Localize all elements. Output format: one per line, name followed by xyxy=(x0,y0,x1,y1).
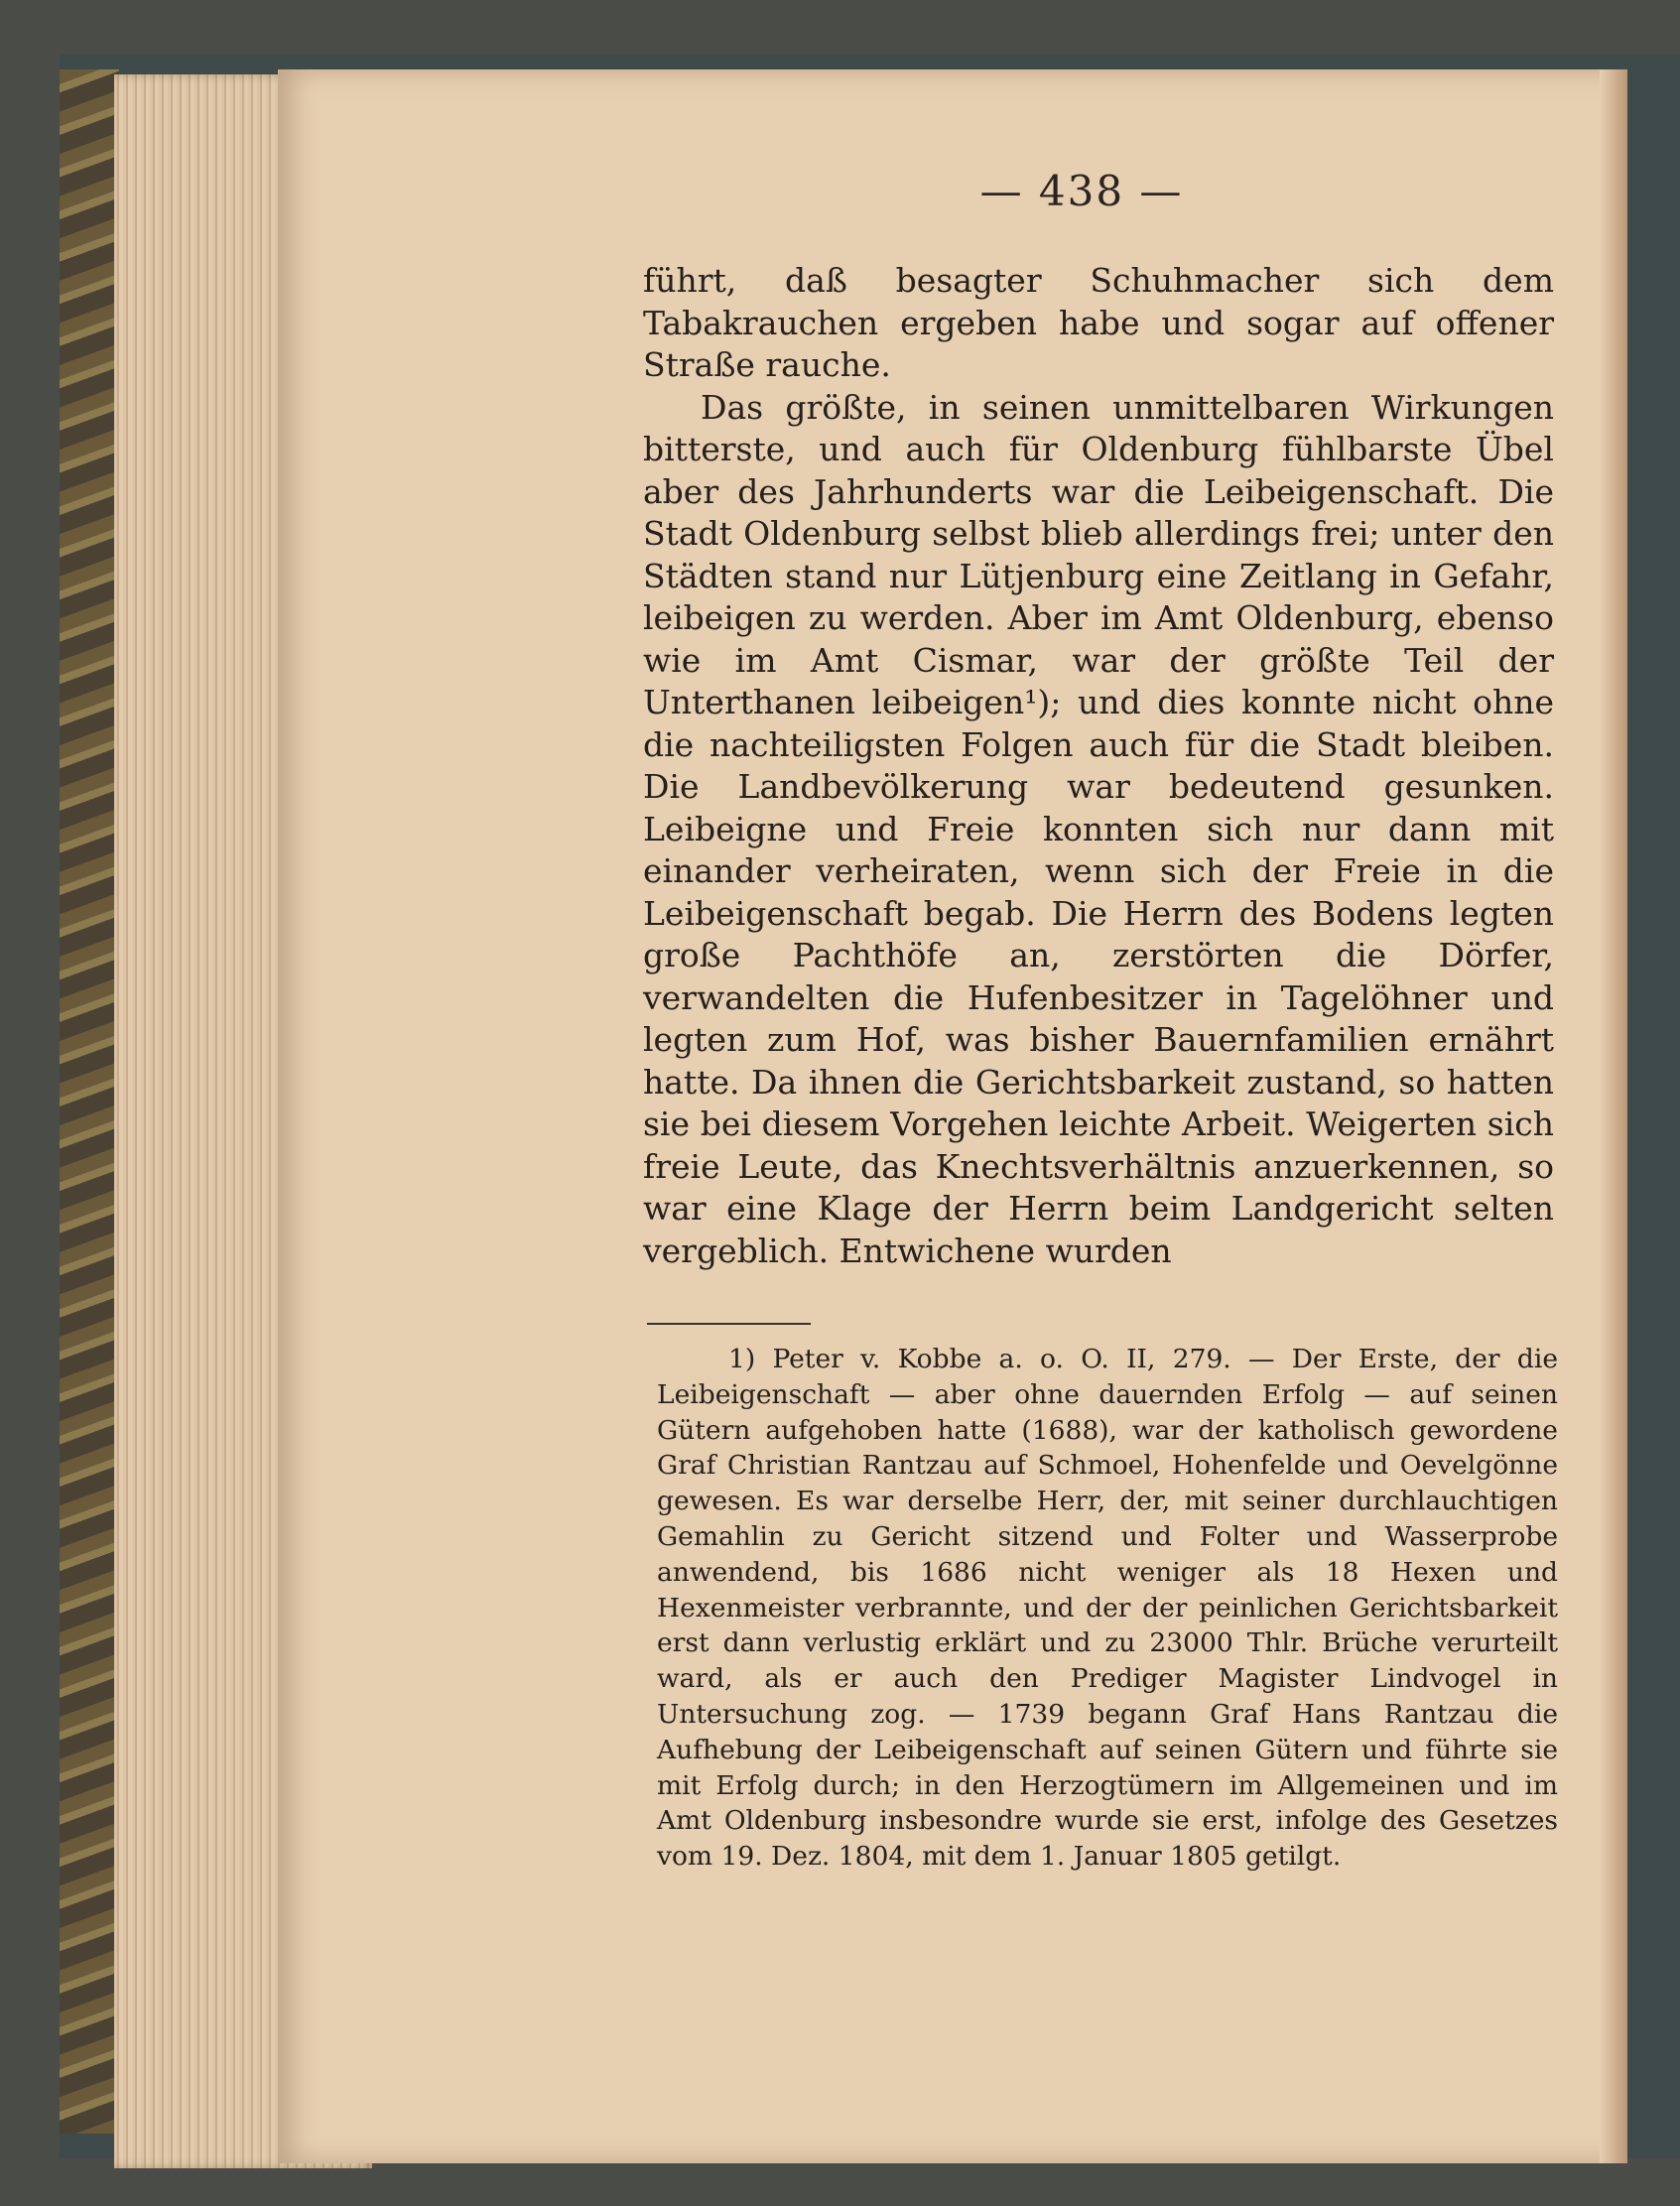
page-gutter xyxy=(1600,69,1627,2163)
page-number: — 438 — xyxy=(979,167,1184,215)
marbled-edge xyxy=(60,69,119,2134)
footnote-text: 1) Peter v. Kobbe a. o. O. II, 279. — Der Erste, der die Leibeigenschaft — aber ohne dauernden Erfolg — auf seinen Gütern aufgehoben hatte (1688), war der katholisch gewordene Graf Christian Rantzau auf Schmoel, Hohenfelde und Oevelgönne gewesen. Es war derselbe Herr, der, mit seiner durchlauchtigen Gemahlin zu Gericht sitzend und Folter und Wasserprobe anwendend, bis 1686 nicht weniger als 18 Hexen und Hexenmeister verbrannte, und der der peinlichen Gerichtsbarkeit erst dann verlustig erklärt und zu 23000 Thlr. Brüche verurteilt ward, als er auch den Prediger Magister Lindvogel in Untersuchung zog. — 1739 begann Graf Hans Rantzau die Aufhebung der Leibeigenschaft auf seinen Gütern und führte sie mit Erfolg durch; in den Herzogtümern im Allgemeinen und im Amt Oldenburg insbesondre wurde sie erst, infolge des Gesetzes vom 19. Dez. 1804, mit dem 1. Januar 1805 getilgt. xyxy=(657,1344,1558,1873)
paragraph: führt, daß besagter Schuhmacher sich dem Tabakrauchen ergeben habe und sogar auf offener Straße rauche. xyxy=(643,261,1554,384)
footnote xyxy=(657,1342,1558,1875)
footnote-rule xyxy=(647,1323,811,1325)
main-text xyxy=(643,260,1554,1272)
paragraph: Das größte, in seinen unmittelbaren Wirkungen bitterste, und auch für Oldenburg fühlbarste Übel aber des Jahrhunderts war die Leibeigenschaft. Die Stadt Oldenburg selbst blieb allerdings frei; unter den Städten stand nur Lütjenburg eine Zeitlang in Gefahr, leibeigen zu werden. Aber im Amt Oldenburg, ebenso wie im Amt Cismar, war der größte Teil der Unterthanen leibeigen¹); und dies konnte nicht ohne die nachteiligsten Folgen auch für die Stadt bleiben. Die Landbevölkerung war bedeutend gesunken. Leibeigne und Freie konnten sich nur dann mit einander verheiraten, wenn sich der Freie in die Leibeigenschaft begab. Die Herrn des Bodens legten große Pachthöfe an, zerstörten die Dörfer, verwandelten die Hufenbesitzer in Tagelöhner und legten zum Hof, was bisher Bauernfamilien ernährt hatte. Da ihnen die Gerichtsbarkeit zustand, so hatten sie bei diesem Vorgehen leichte Arbeit. Weigerten sich freie Leute, das Knechtsverhältnis anzuerkennen, so war eine Klage der Herrn beim Landgericht selten vergeblich. Entwichene wurden xyxy=(643,387,1554,1270)
